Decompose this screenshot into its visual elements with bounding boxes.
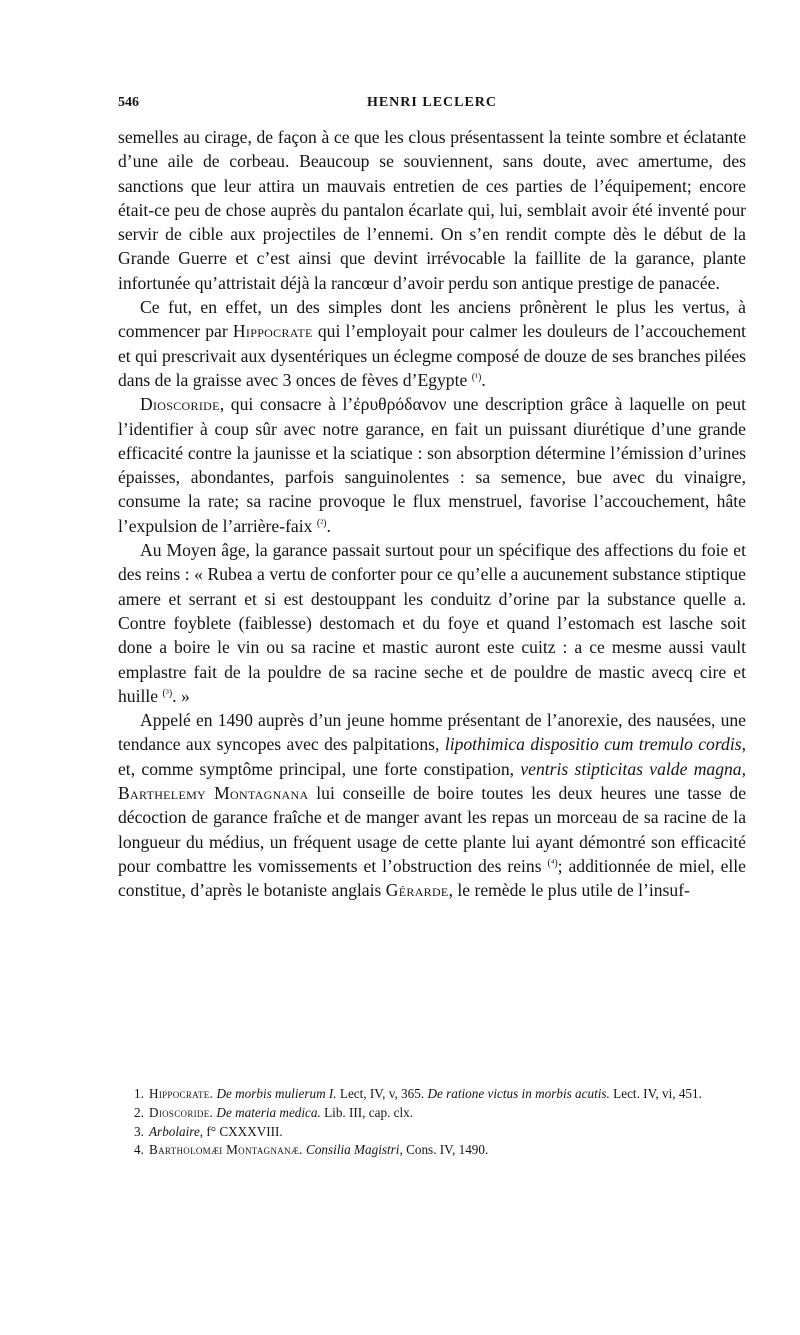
page-number: 546 <box>118 95 139 110</box>
footnote-ref-1: (¹) <box>471 371 482 383</box>
body-text <box>118 125 746 903</box>
footnotes <box>118 1085 746 1160</box>
latin-phrase: lipothimica dispositio cum tremulo cordis <box>444 734 742 755</box>
paragraph-3: Dioscoride, qui consacre à l’ἐρυθρόδανον une description grâce à laquelle on peut l’identifier à coup sûr avec notre garance, en fait un puissant diurétique d’une grande efficacité contre la jaunisse et la sciatique : son absorption détermine l’émission d’urines épaisses, abondantes, parfois sanguinolentes : sa semence, bue avec du vinaigre, consume la rate; sa racine provoque le flux menstruel, favorise l’accouchement, hâte l’expulsion de l’arrière-faix $^{(^2)}$. <box>118 394 746 536</box>
paragraph-5: Appelé en 1490 auprès d’un jeune homme présentant de l’anorexie, des nausées, une tendance aux syncopes avec des palpitations, lipothimica dispositio cum tremulo cordis, et, comme symptôme principal, une forte constipation, ventris stipticitas valde magna, Barthelemy Montagnana lui conseille de boire toutes les deux heures une tasse de décoction de garance fraîche et de manger avant les repas un morceau de sa racine de la longueur du médius, un fréquent usage de cette plante lui ayant démontré son efficacité pour combattre les vomissements et l’obstruction des reins $^{(^4)}$; additionnée de miel, elle constitue, d’après le botaniste anglais Gérarde, le remède le plus utile de l’insuf- <box>118 710 747 901</box>
footnote: 3. Arbolaire, f° CXXXVIII. <box>134 1123 283 1139</box>
footnote-ref-3: (³) <box>162 687 173 699</box>
footnote: 2. Dioscoride. De materia medica. Lib. III, cap. clx. <box>134 1104 414 1120</box>
running-head <box>118 95 746 115</box>
author-name: Dioscoride <box>140 394 220 415</box>
latin-phrase: ventris stipticitas valde magna, <box>520 758 746 779</box>
footnote: 4. Bartholomæi Montagnanæ. Consilia Magistri, Cons. IV, 1490. <box>134 1142 489 1158</box>
author-name: Barthelemy Montagnana <box>118 783 309 804</box>
paragraph-1: semelles au cirage, de façon à ce que les clous présentassent la teinte sombre et éclatante d’une aile de corbeau. Beaucoup se souviennent, sans doute, avec amertume, des sanctions que leur attira un mauvais entretien de ces parties de l’équipement; encore était-ce peu de chose auprès du pantalon écarlate qui, lui, semblait avoir été inventé pour servir de cible aux projectiles de l’ennemi. On s’en rendit compte dès le début de la Grande Guerre et c’est ainsi que devint irrévocable la faillite de la garance, plante infortunée qu’attristait déjà la rancœur d’avoir perdu son antique prestige de panacée. <box>118 127 746 293</box>
author-name: Gérarde <box>385 880 449 901</box>
paragraph-2: Ce fut, en effet, un des simples dont les anciens prônèrent le plus les vertus, à commencer par Hippocrate qui l’employait pour calmer les douleurs de l’accouchement et qui prescrivait aux dysentériques un éclegme composé de douze de ses branches pilées dans de la graisse avec 3 onces de fèves d’Egypte $^{(^1)}$. <box>118 297 747 390</box>
author-name: Hippocrate <box>232 321 313 342</box>
greek-term: ἐρυθρόδανον <box>353 394 447 415</box>
footnote: 1. Hippocrate. De morbis mulierum I. Lect, IV, v, 365. De ratione victus in morbis acutis. Lect. IV, vi, 451. <box>134 1086 702 1101</box>
footnote-ref-2: (²) <box>316 517 327 529</box>
paragraph-4: Au Moyen âge, la garance passait surtout pour un spécifique des affections du foie et des reins : « Rubea a vertu de conforter pour ce qu’elle a aucunement substance stiptique amere et serrant et si est destouppant les conduitz d’orine par la substance quelle a. Contre foyblete (faiblesse) destomach et du foye et quand l’estomach est lasche soit done a boire le vin ou sa racine et mastic auront este cuitz : a ce mesme aussi vault emplastre fait de la pouldre de sa racine seche et de pouldre de mastic avecq cire et huille $^{(^3)}$. » <box>118 540 746 706</box>
running-title: HENRI LECLERC <box>366 95 498 110</box>
footnote-ref-4: (⁴) <box>547 857 558 869</box>
